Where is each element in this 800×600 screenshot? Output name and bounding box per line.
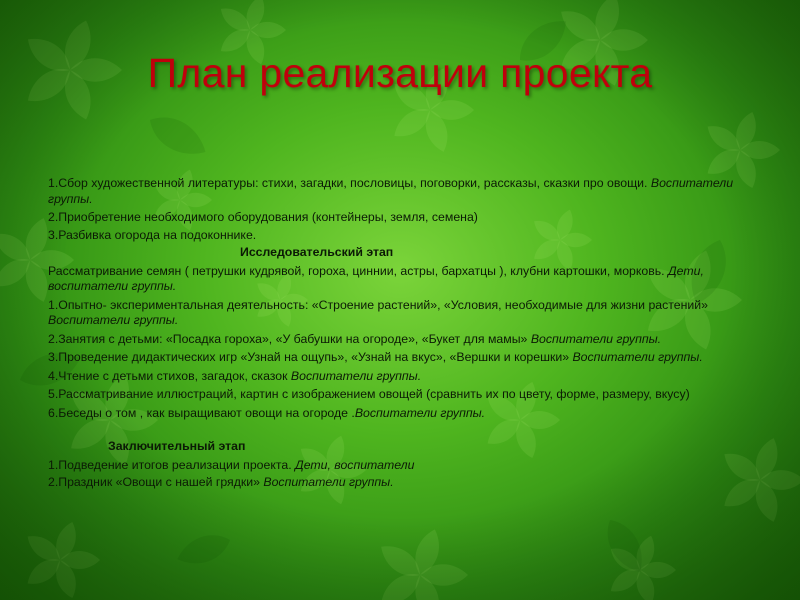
- list-item: 4.Чтение с детьми стихов, загадок, сказок Воспитатели группы.: [48, 368, 422, 383]
- content-text: [48, 176, 760, 493]
- responsible-label: Воспитатели группы.: [530, 331, 662, 346]
- list-item: 3.Разбивка огорода на подоконнике.: [48, 227, 257, 242]
- responsible-label: Дети, воспитатели: [295, 457, 415, 472]
- list-item: 1.Сбор художественной литературы: стихи, загадки, пословицы, поговорки, рассказы, сказки про овощи. Воспитатели группы.: [48, 176, 734, 206]
- responsible-label: Воспитатели группы.: [263, 475, 394, 489]
- responsible-label: Воспитатели группы.: [48, 313, 179, 327]
- list-item: 1.Опытно- экспериментальная деятельность: «Строение растений», «Условия, необходимые для жизни растений» Воспитатели группы.: [48, 297, 708, 327]
- list-item: 6.Беседы о том , как выращивают овощи на огороде .Воспитатели группы.: [48, 405, 486, 420]
- list-item: 3.Проведение дидактических игр «Узнай на ощупь», «Узнай на вкус», «Вершки и корешки» Воспитатели группы.: [48, 350, 703, 364]
- responsible-label: Воспитатели группы.: [572, 350, 703, 364]
- list-item: 2.Праздник «Овощи с нашей грядки» Воспитатели группы.: [48, 475, 394, 489]
- list-item: 1.Подведение итогов реализации проекта. Дети, воспитатели: [48, 457, 415, 472]
- list-item: 5.Рассматривание иллюстраций, картин с изображением овощей (сравнить их по цвету, форме, размеру, вкусу): [48, 387, 690, 401]
- responsible-label: Воспитатели группы.: [354, 405, 486, 420]
- list-item: Рассматривание семян ( петрушки кудрявой, гороха, циннии, астры, бархатцы ), клубни картошки, морковь. Дети, воспитатели группы.: [48, 263, 704, 293]
- responsible-label: Воспитатели группы.: [290, 368, 422, 383]
- slide-title: План реализации проекта: [147, 50, 653, 96]
- responsible-label: Воспитатели группы.: [48, 176, 734, 206]
- list-item: 2.Занятия с детьми: «Посадка гороха», «У бабушки на огороде», «Букет для мамы» Воспитатели группы.: [48, 331, 662, 346]
- list-item: 2.Приобретение необходимого оборудования (контейнеры, земля, семена): [48, 210, 478, 224]
- responsible-label: Дети, воспитатели группы.: [48, 263, 704, 293]
- section-heading-final: Заключительный этап: [108, 439, 246, 453]
- section-heading-research: Исследовательский этап: [240, 245, 394, 259]
